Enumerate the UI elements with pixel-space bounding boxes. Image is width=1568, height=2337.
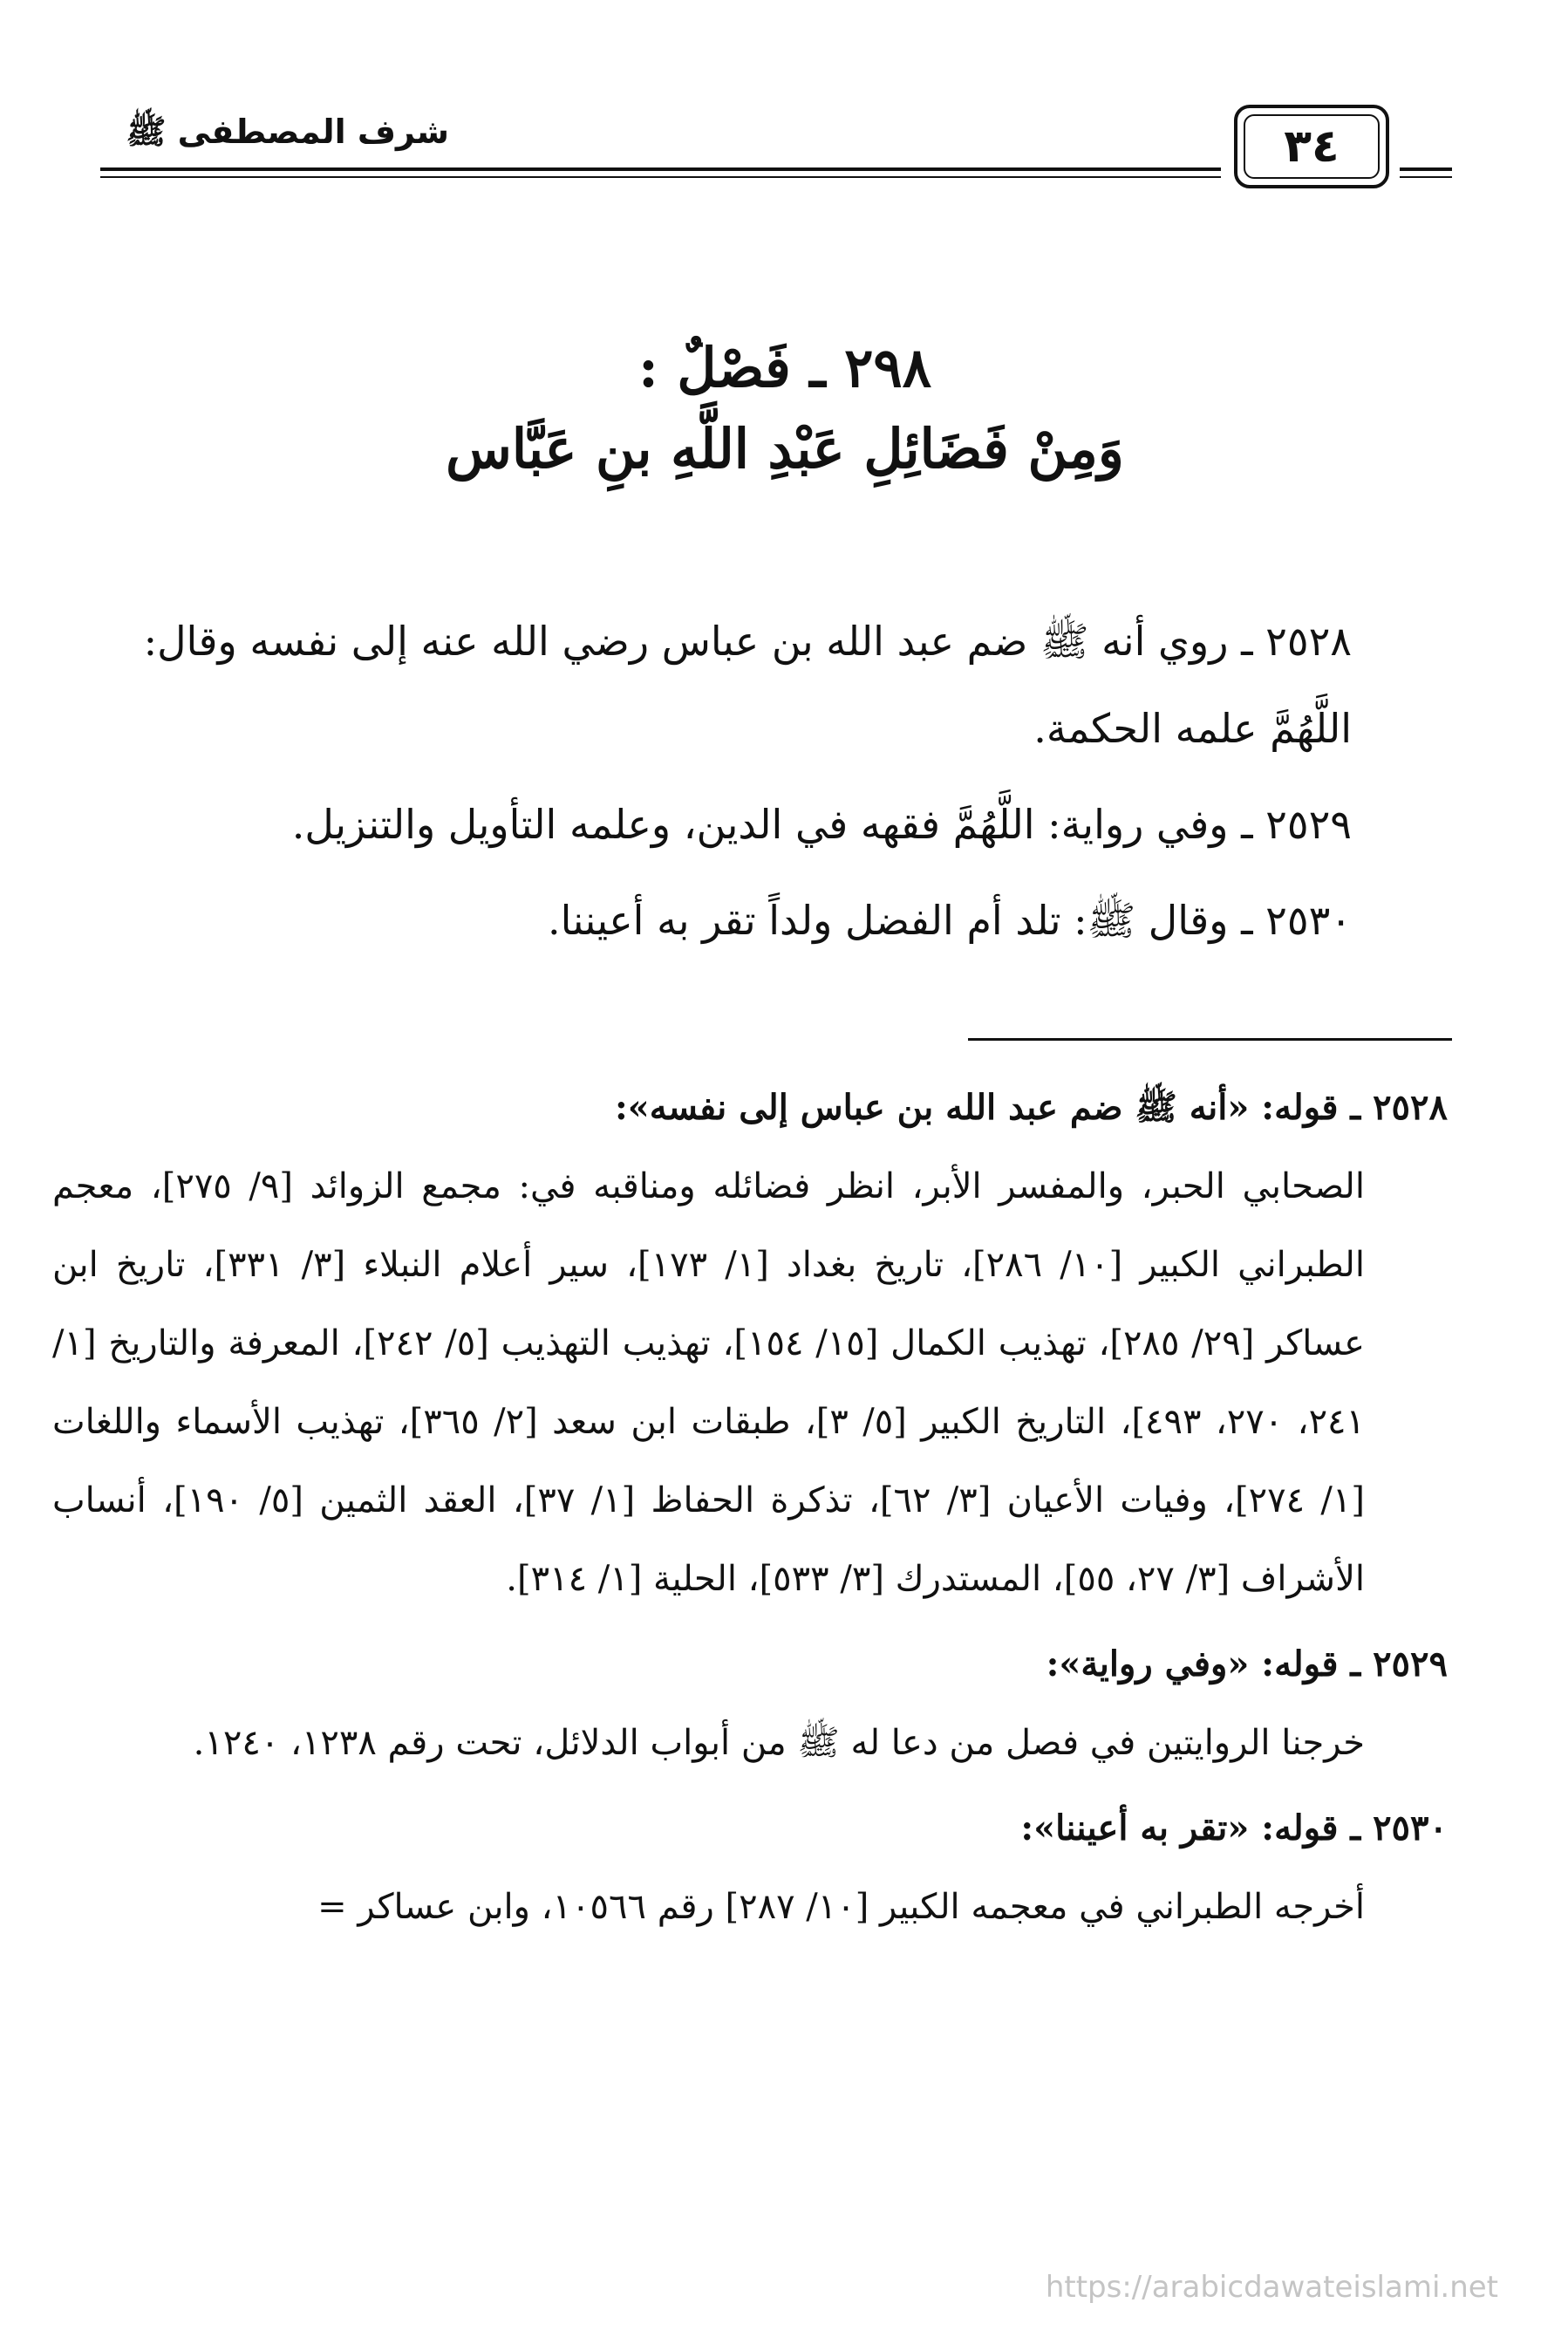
footnote-2529 — [52, 1625, 1448, 1782]
footnote-body: الصحابي الحبر، والمفسر الأبر، انظر فضائله ومناقبه في: مجمع الزوائد [٩/ ٢٧٥]، معجم الطبراني الكبير [١٠/ ٢٨٦]، تاريخ بغداد [١/ ١٧٣]، سير أعلام النبلاء [٣/ ٣٣١]، تاريخ ابن عساكر [٢٩/ ٢٨٥]، تهذيب الكمال [١٥/ ١٥٤]، تهذيب التهذيب [٥/ ٢٤٢]، المعرفة والتاريخ [١/ ٢٤١، ٢٧٠، ٤٩٣]، التاريخ الكبير [٥/ ٣]، طبقات ابن سعد [٢/ ٣٦٥]، تهذيب الأسماء واللغات [١/ ٢٧٤]، وفيات الأعيان [٣/ ٦٢]، تذكرة الحفاظ [١/ ٣٧]، العقد الثمين [٥/ ١٩٠]، أنساب الأشراف [٣/ ٢٧، ٥٥]، المستدرك [٣/ ٥٣٣]، الحلية [١/ ٣١٤]. — [52, 1166, 1366, 1599]
watermark: https://arabicdawateislami.net — [1045, 2270, 1498, 2305]
text-item-2528: ٢٥٢٨ ـ روي أنه ﷺ ضم عبد الله بن عباس رضي الله عنه إلى نفسه وقال: اللَّهُمَّ علمه الحكمة. — [143, 618, 1352, 752]
page-number-frame — [1234, 105, 1389, 188]
footnotes — [52, 1069, 1448, 1953]
header-rule — [100, 167, 1221, 171]
header-rule-thin — [100, 176, 1221, 178]
text-item-2529: ٢٥٢٩ ـ وفي رواية: اللَّهُمَّ فقهه في الدين، وعلمه التأويل والتنزيل. — [291, 801, 1352, 848]
header-rule-right-thin — [1400, 176, 1452, 178]
page-number: ٣٤ — [1284, 120, 1340, 173]
section-heading-number: ٢٩٨ ـ فَصْلٌ : — [637, 336, 932, 400]
footnote-body: خرجنا الروايتين في فصل من دعا له ﷺ من أبواب الدلائل، تحت رقم ١٢٣٨، ١٢٤٠. — [193, 1723, 1365, 1763]
footnote-heading: ٢٥٢٩ ـ قوله: «وفي رواية»: — [1046, 1643, 1448, 1684]
text-item-2530: ٢٥٣٠ ـ وقال ﷺ: تلد أم الفضل ولداً تقر به أعيننا. — [547, 897, 1352, 944]
footnote-body: أخرجه الطبراني في معجمه الكبير [١٠/ ٢٨٧] رقم ١٠٥٦٦، وابن عساكر = — [317, 1887, 1365, 1927]
footnote-2530 — [52, 1789, 1448, 1946]
section-heading — [174, 327, 1395, 489]
footnote-separator — [968, 1038, 1452, 1041]
main-text — [96, 598, 1352, 973]
page-header — [100, 105, 1452, 192]
footnote-2528 — [52, 1069, 1448, 1618]
header-rule-right — [1400, 167, 1452, 171]
footnote-heading: ٢٥٣٠ ـ قوله: «تقر به أعيننا»: — [1020, 1807, 1448, 1848]
footnote-heading: ٢٥٢٨ ـ قوله: «أنه ﷺ ضم عبد الله بن عباس إلى نفسه»: — [615, 1087, 1448, 1128]
section-heading-title: وَمِنْ فَضَائِلِ عَبْدِ اللَّهِ بنِ عَبَّاس — [446, 417, 1124, 481]
running-title: شرف المصطفى ﷺ — [126, 113, 449, 151]
